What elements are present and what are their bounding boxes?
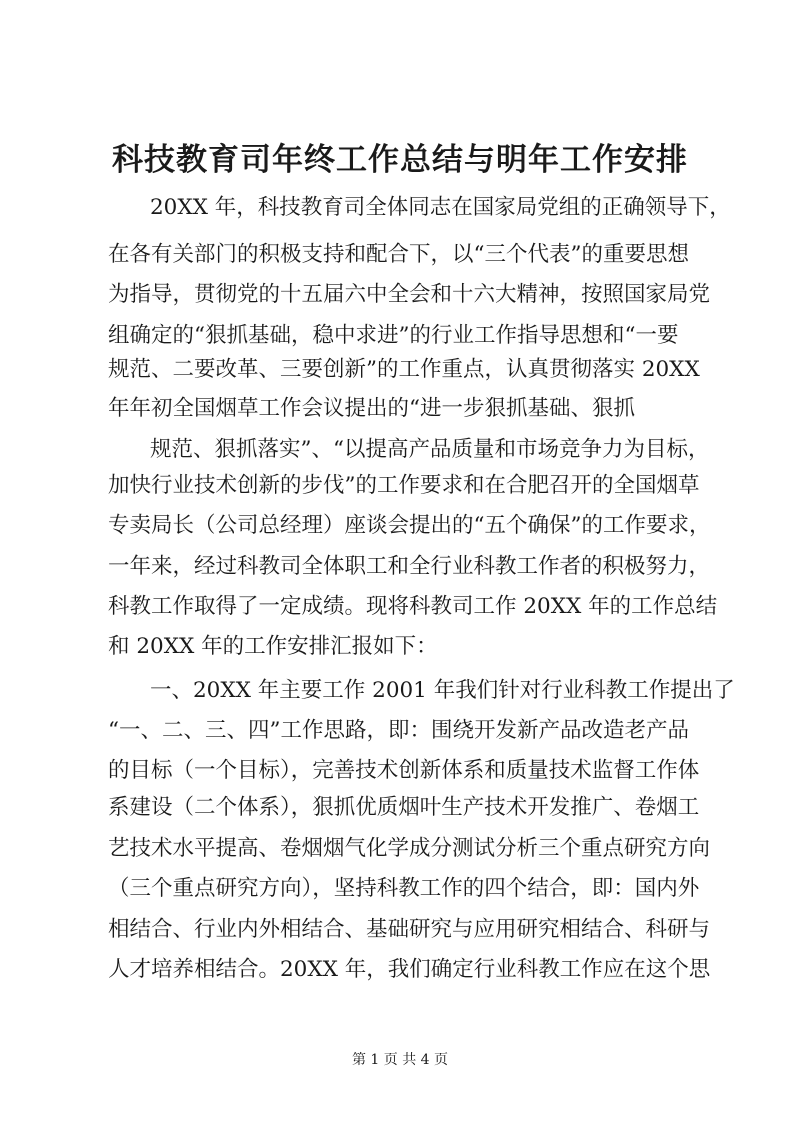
body-line: 一年来，经过科教司全体职工和全行业科教工作者的积极努力，	[108, 554, 711, 579]
body-line: 一、20XX 年主要工作 2001 年我们针对行业科教工作提出了	[150, 678, 735, 703]
body-line: 为指导，贯彻党的十五届六中全会和十六大精神，按照国家局党	[108, 282, 711, 307]
body-line: 和 20XX 年的工作安排汇报如下：	[108, 634, 438, 659]
body-line: 在各有关部门的积极支持和配合下，以“三个代表”的重要思想	[108, 242, 689, 267]
body-line: 人才培养相结合。20XX 年，我们确定行业科教工作应在这个思	[108, 957, 711, 982]
body-line: 系建设（二个体系），狠抓优质烟叶生产技术开发推广、卷烟工	[108, 795, 700, 820]
body-line: （三个重点研究方向），坚持科教工作的四个结合，即：国内外	[108, 876, 700, 901]
body-line: 专卖局长（公司总经理）座谈会提出的“五个确保”的工作要求，	[108, 513, 711, 538]
body-line: 规范、二要改革、三要创新”的工作重点，认真贯彻落实 20XX	[108, 357, 700, 382]
body-line: 艺技术水平提高、卷烟烟气化学成分测试分析三个重点研究方向	[108, 836, 711, 861]
body-line: 年年初全国烟草工作会议提出的“进一步狠抓基础、狠抓	[108, 396, 635, 421]
page-footer: 第 1 页 共 4 页	[351, 1052, 449, 1068]
body-line: “一、二、三、四”工作思路，即：围绕开发新产品改造老产品	[108, 718, 689, 743]
body-line: 规范、狠抓落实”、“以提高产品质量和市场竞争力为目标，	[150, 437, 710, 462]
body-line: 组确定的“狠抓基础，稳中求进”的行业工作指导思想和“一要	[108, 323, 679, 348]
body-line: 加快行业技术创新的步伐”的工作要求和在合肥召开的全国烟草	[108, 473, 700, 498]
body-line: 20XX 年，科技教育司全体同志在国家局党组的正确领导下，	[150, 195, 731, 220]
body-line: 科教工作取得了一定成绩。现将科教司工作 20XX 年的工作总结	[108, 594, 718, 619]
document-title: 科技教育司年终工作总结与明年工作安排	[112, 142, 688, 178]
body-line: 相结合、行业内外相结合、基础研究与应用研究相结合、科研与	[108, 917, 711, 942]
body-line: 的目标（一个目标），完善技术创新体系和质量技术监督工作体	[108, 758, 700, 783]
